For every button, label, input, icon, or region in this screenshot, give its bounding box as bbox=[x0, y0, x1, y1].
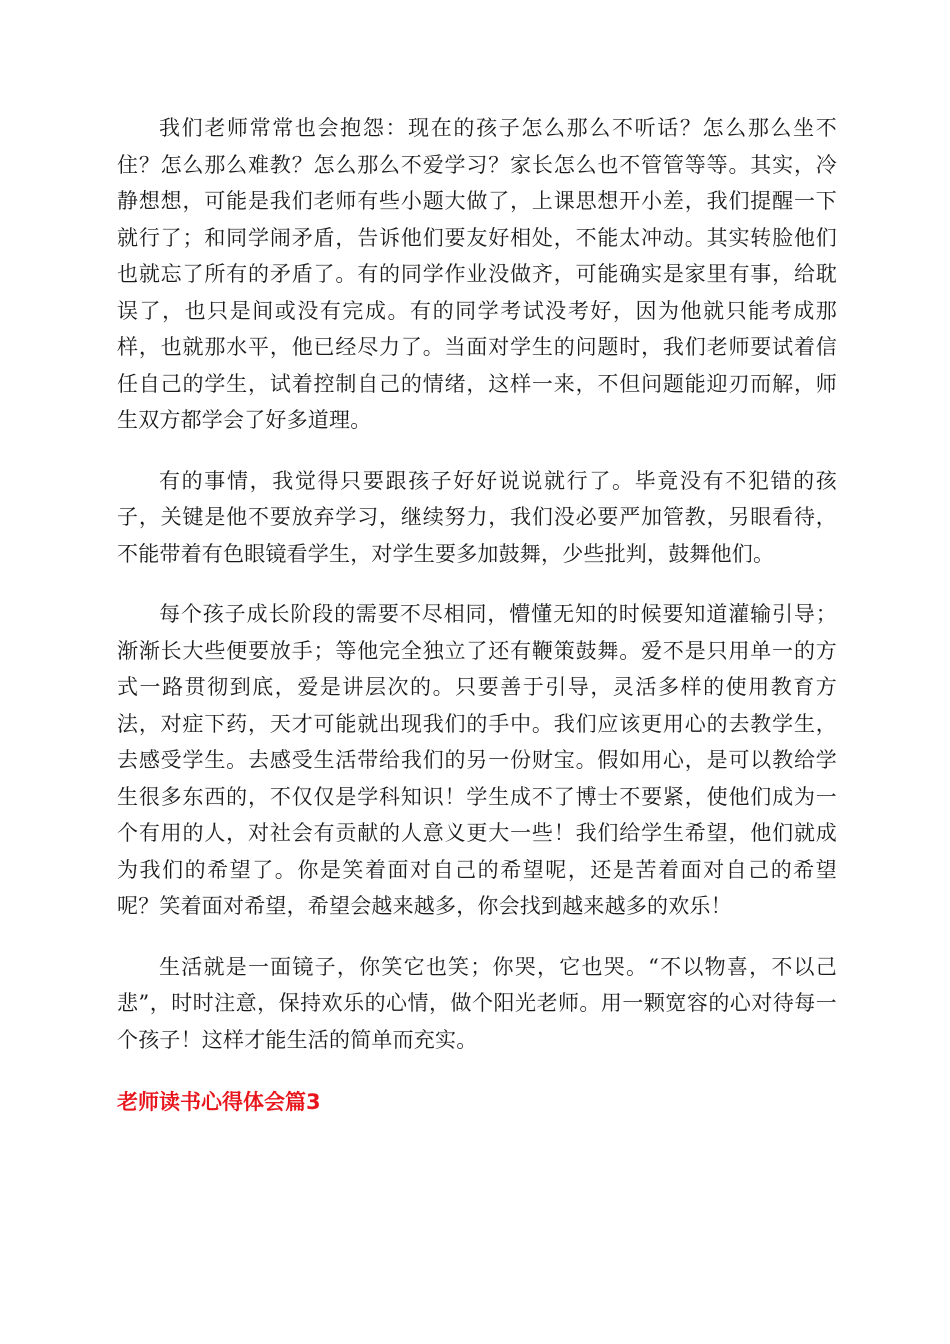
document-body bbox=[117, 110, 837, 1122]
paragraph-4: 生活就是一面镜子，你笑它也笑；你哭，它也哭。“不以物喜，不以己悲”，时时注意，保持欢乐的心情，做个阳光老师。用一颗宽容的心对待每一个孩子！这样才能生活的简单而充实。 bbox=[117, 954, 837, 1052]
paragraph-2: 有的事情，我觉得只要跟孩子好好说说就行了。毕竟没有不犯错的孩子，关键是他不要放弃学习，继续努力，我们没必要严加管教，另眼看待，不能带着有色眼镜看学生，对学生要多加鼓舞，少些批判，鼓舞他们。 bbox=[117, 468, 837, 566]
paragraph-3: 每个孩子成长阶段的需要不尽相同，懵懂无知的时候要知道灌输引导；渐渐长大些便要放手；等他完全独立了还有鞭策鼓舞。爱不是只用单一的方式一路贯彻到底，爱是讲层次的。只要善于引导，灵活多样的使用教育方法，对症下药，天才可能就出现我们的手中。我们应该更用心的去教学生，去感受学生。去感受生活带给我们的另一份财宝。假如用心，是可以教给学生很多东西的，不仅仅是学科知识！学生成不了博士不要紧，使他们成为一个有用的人，对社会有贡献的人意义更大一些！我们给学生希望，他们就成为我们的希望了。你是笑着面对自己的希望呢，还是苦着面对自己的希望呢？笑着面对希望，希望会越来越多，你会找到越来越多的欢乐！ bbox=[117, 602, 837, 918]
paragraph-1: 我们老师常常也会抱怨：现在的孩子怎么那么不听话？怎么那么坐不住？怎么那么难教？怎么那么不爱学习？家长怎么也不管管等等。其实，冷静想想，可能是我们老师有些小题大做了，上课思想开小差，我们提醒一下就行了；和同学闹矛盾，告诉他们要友好相处，不能太冲动。其实转脸他们也就忘了所有的矛盾了。有的同学作业没做齐，可能确实是家里有事，给耽误了，也只是间或没有完成。有的同学考试没考好，因为他就只能考成那样，也就那水平，他已经尽力了。当面对学生的问题时，我们老师要试着信任自己的学生，试着控制自己的情绪，这样一来，不但问题能迎刃而解，师生双方都学会了好多道理。 bbox=[117, 116, 837, 432]
section-heading: 老师读书心得体会篇3 bbox=[117, 1090, 321, 1114]
